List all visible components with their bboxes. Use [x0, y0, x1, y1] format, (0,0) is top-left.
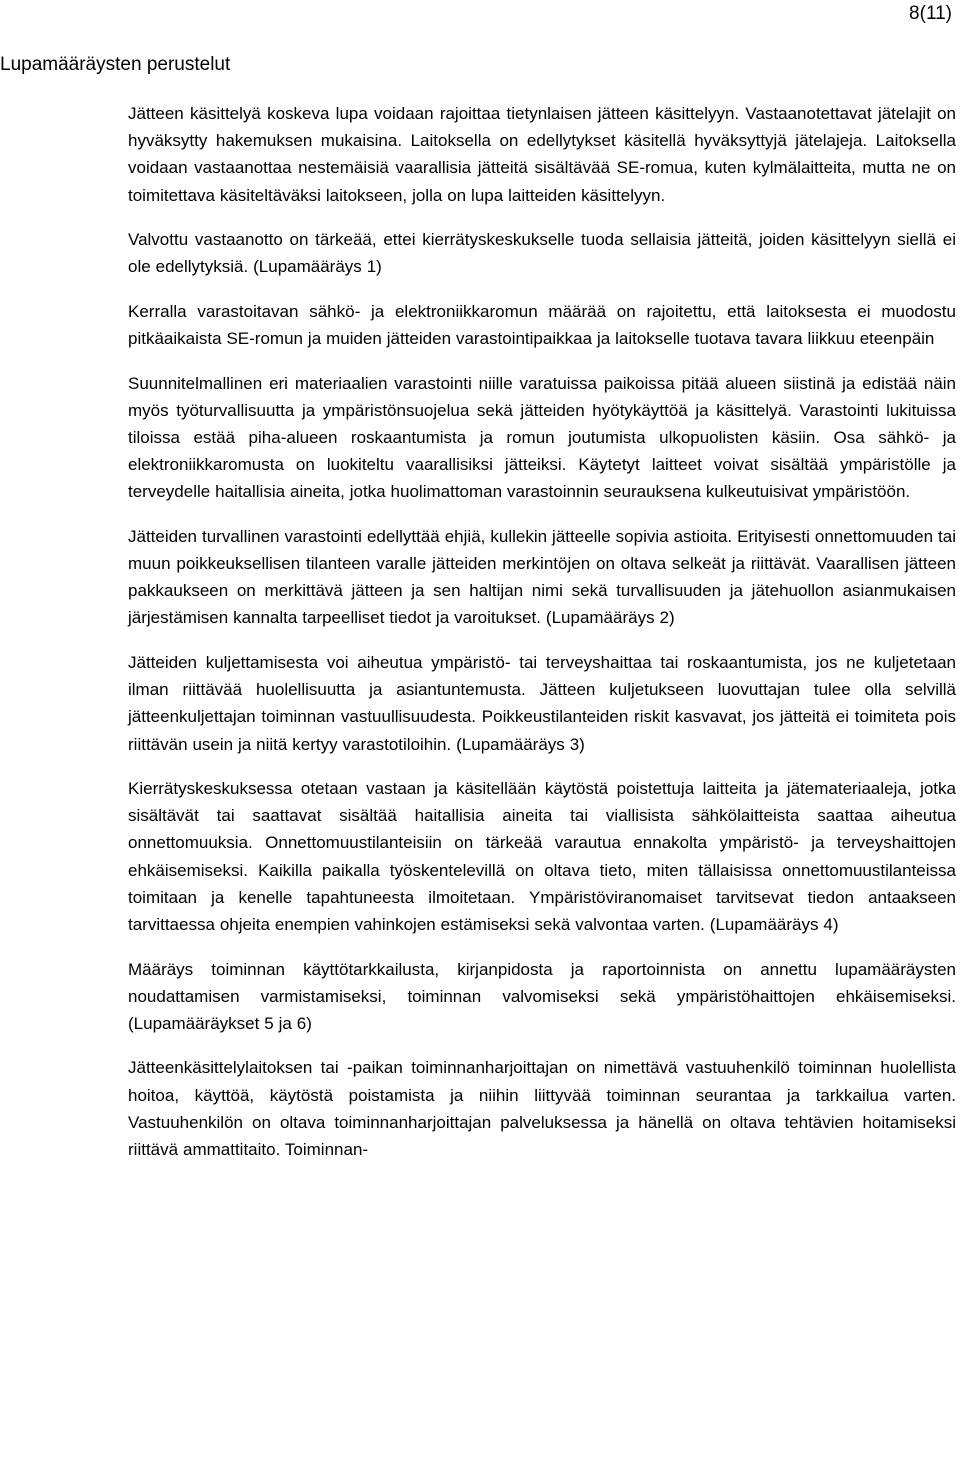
paragraph-7: Kierrätyskeskuksessa otetaan vastaan ja käsitellään käytöstä poistettuja laitteita ja jätemateriaaleja, jotka sisältävät tai saattavat sisältää haitallisia aineita tai viallisista sähkölaitteista saattaa aiheutua onnettomuuksia. Onnettomuustilanteisiin on tärkeää varautua ennakolta ympäristö- ja terveyshaittojen ehkäisemiseksi. Kaikilla paikalla työskentelevillä on oltava tieto, miten tällaisissa onnettomuustilanteissa toimitaan ja kenelle tapahtuneesta ilmoitetaan. Ympäristöviranomaiset tarvitsevat tiedon antaakseen tarvittaessa ohjeita enempien vahinkojen estämiseksi sekä valvontaa varten. (Lupamääräys 4)	[128, 779, 956, 935]
paragraph-4: Suunnitelmallinen eri materiaalien varastointi niille varatuissa paikoissa pitää alueen siistinä ja edistää näin myös työturvallisuutta ja ympäristönsuojelua sekä jätteiden hyötykäyttöä ja käsittelyä. Varastointi lukituissa tiloissa estää piha-alueen roskaantumista ja romun joutumista ulkopuolisten käsiin. Osa sähkö- ja elektroniikkaromusta on luokiteltu vaarallisiksi jätteiksi. Käytetyt laitteet voivat sisältää ympäristölle ja terveydelle haitallisia aineita, jotka huolimattoman varastoinnin seurauksena kulkeutuisivat ympäristöön.	[128, 373, 956, 502]
page-number: 8(11)	[909, 3, 952, 24]
paragraph-6: Jätteiden kuljettamisesta voi aiheutua ympäristö- tai terveyshaittaa tai roskaantumista, jos ne kuljetetaan ilman riittävää huolellisuutta ja asiantuntemusta. Jätteen kuljetukseen luovuttajan tulee olla selvillä jätteenkuljettajan toiminnan vastuullisuudesta. Poikkeustilanteiden riskit kasvavat, jos jätteitä ei toimiteta pois riittävän usein ja niitä kertyy varastotiloihin. (Lupamääräys 3)	[128, 652, 956, 754]
paragraph-5: Jätteiden turvallinen varastointi edellyttää ehjiä, kullekin jätteelle sopivia astioita. Erityisesti onnettomuuden tai muun poikkeuksellisen tilanteen varalle jätteiden merkintöjen on oltava selkeät ja riittävät. Vaarallisen jätteen pakkaukseen on merkittävä jätteen ja sen haltijan nimi sekä turvallisuuden ja jätehuollon asianmukaisen järjestämisen kannalta tarpeelliset tiedot ja varoitukset. (Lupamääräys 2)	[128, 526, 956, 628]
paragraph-2: Valvottu vastaanotto on tärkeää, ettei kierrätyskeskukselle tuoda sellaisia jätteitä, joiden käsittelyyn siellä ei ole edellytyksiä. (Lupamääräys 1)	[128, 230, 956, 277]
body-text	[128, 100, 956, 1181]
paragraph-3: Kerralla varastoitavan sähkö- ja elektroniikkaromun määrää on rajoitettu, että laitoksesta ei muodostu pitkäaikaista SE-romun ja muiden jätteiden varastointipaikkaa ja laitokselle tuotava tavara liikkuu eteenpäin	[128, 301, 956, 349]
paragraph-1: Jätteen käsittelyä koskeva lupa voidaan rajoittaa tietynlaisen jätteen käsittelyyn. Vastaanotettavat jätelajit on hyväksytty hakemuksen mukaisina. Laitoksella on edellytykset käsitellä hyväksyttyjä jätelajeja. Laitoksella voidaan vastaanottaa nestemäisiä vaarallisia jätteitä sisältävää SE-romua, kuten kylmälaitteita, mutta ne on toimitettava käsiteltäväksi laitokseen, jolla on lupa laitteiden käsittelyyn.	[128, 104, 956, 205]
paragraph-9: Jätteenkäsittelylaitoksen tai -paikan toiminnanharjoittajan on nimettävä vastuuhenkilö toiminnan huolellista hoitoa, käyttöä, käytöstä poistamista ja niihin liittyvää toiminnan seurantaa ja tarkkailua varten. Vastuuhenkilön on oltava toiminnanharjoittajan palveluksessa ja hänellä on oltava tehtävien hoitamiseksi riittävä ammattitaito. Toiminnan-	[128, 1058, 956, 1160]
paragraph-8: Määräys toiminnan käyttötarkkailusta, kirjanpidosta ja raportoinnista on annettu lupamääräysten noudattamisen varmistamiseksi, toiminnan valvomiseksi sekä ympäristöhaittojen ehkäisemiseksi. (Lupamääräykset 5 ja 6)	[128, 959, 956, 1033]
section-heading: Lupamääräysten perustelut	[0, 54, 231, 75]
